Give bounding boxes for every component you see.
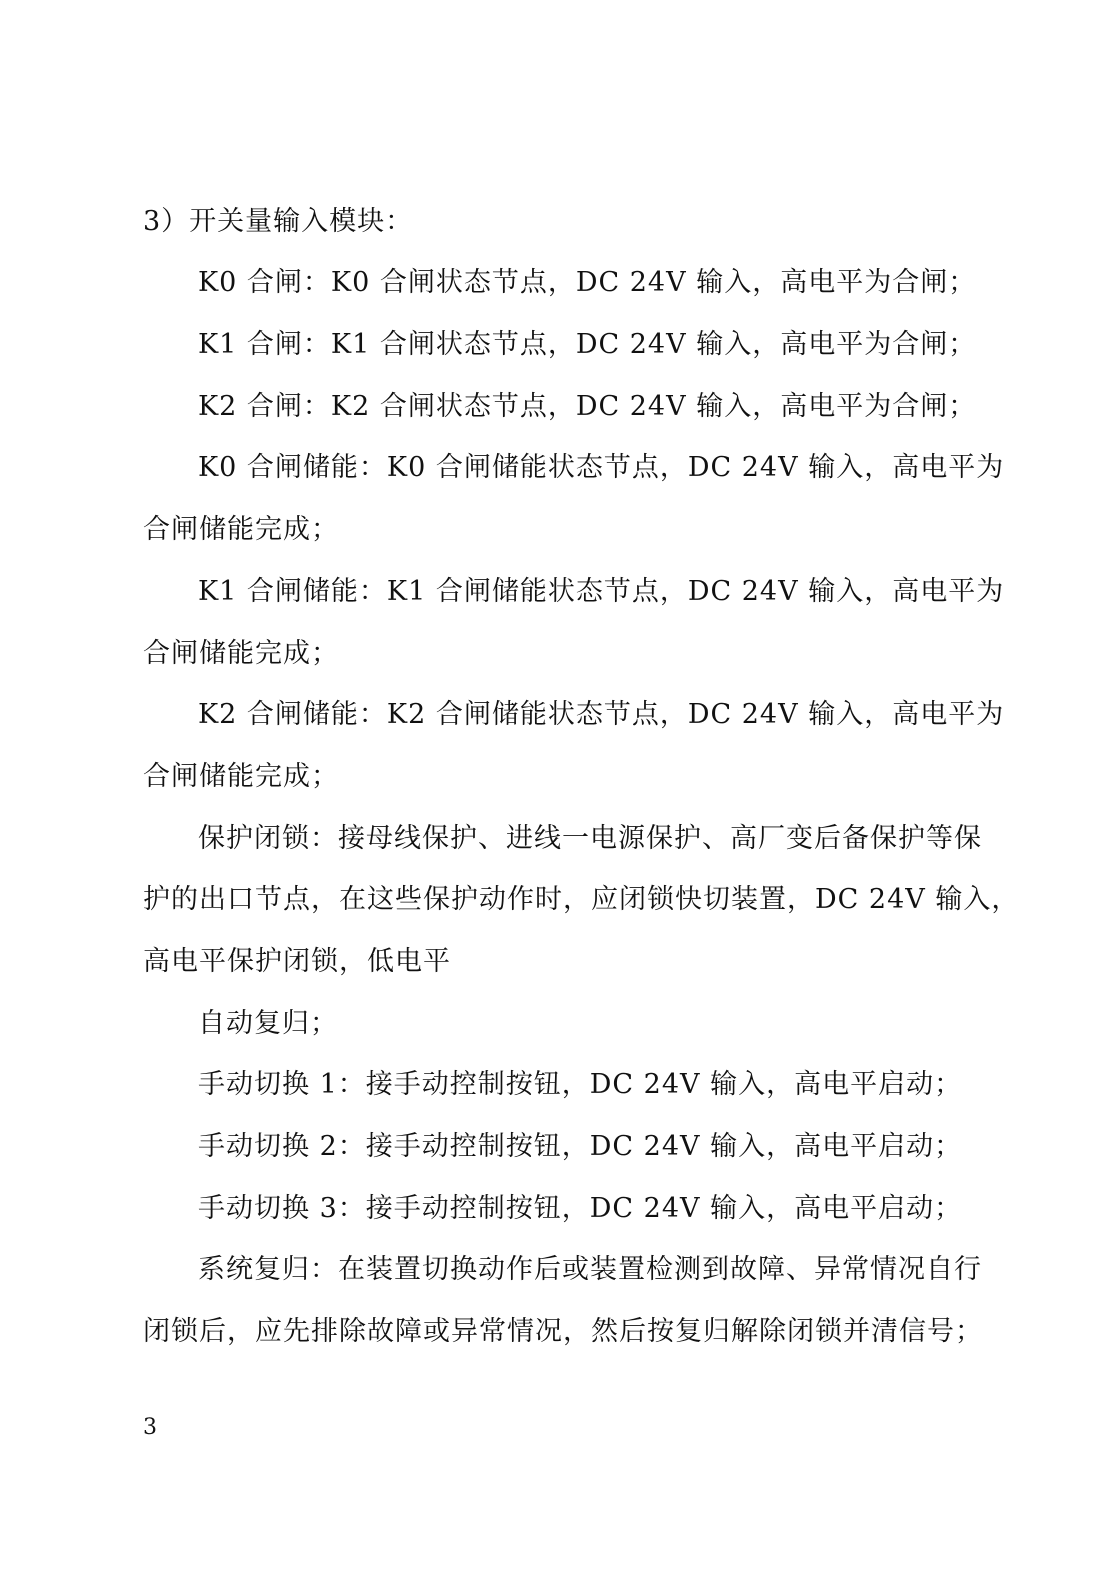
protection-lock-line-1: 保护闭锁：接母线保护、进线一电源保护、高厂变后备保护等保 [198, 823, 982, 854]
manual-switch-3-line: 手动切换 3：接手动控制按钮，DC 24V 输入，高电平启动； [198, 1193, 963, 1224]
k2-storage-continuation: 合闸储能完成； [143, 761, 339, 792]
k0-close-line: K0 合闸：K0 合闸状态节点，DC 24V 输入，高电平为合闸； [198, 267, 977, 298]
page-number: 3 [143, 1415, 157, 1440]
k1-close-line: K1 合闸：K1 合闸状态节点，DC 24V 输入，高电平为合闸； [198, 329, 977, 360]
manual-switch-2-line: 手动切换 2：接手动控制按钮，DC 24V 输入，高电平启动； [198, 1131, 963, 1162]
system-reset-line-2: 闭锁后，应先排除故障或异常情况，然后按复归解除闭锁并清信号； [143, 1316, 983, 1347]
k1-storage-line: K1 合闸储能：K1 合闸储能状态节点，DC 24V 输入，高电平为 [198, 576, 1005, 607]
k0-storage-line: K0 合闸储能：K0 合闸储能状态节点，DC 24V 输入，高电平为 [198, 452, 1005, 483]
auto-reset-line: 自动复归； [198, 1008, 338, 1039]
system-reset-line-1: 系统复归：在装置切换动作后或装置检测到故障、异常情况自行 [198, 1254, 982, 1285]
k2-close-line: K2 合闸：K2 合闸状态节点，DC 24V 输入，高电平为合闸； [198, 391, 977, 422]
k1-storage-continuation: 合闸储能完成； [143, 638, 339, 669]
manual-switch-1-line: 手动切换 1：接手动控制按钮，DC 24V 输入，高电平启动； [198, 1069, 963, 1100]
k2-storage-line: K2 合闸储能：K2 合闸储能状态节点，DC 24V 输入，高电平为 [198, 699, 1005, 730]
protection-lock-line-3: 高电平保护闭锁，低电平 [143, 946, 451, 977]
k0-storage-continuation: 合闸储能完成； [143, 514, 339, 545]
protection-lock-line-2: 护的出口节点，在这些保护动作时，应闭锁快切装置，DC 24V 输入， [143, 884, 1020, 915]
section-heading: 3）开关量输入模块： [143, 206, 414, 237]
